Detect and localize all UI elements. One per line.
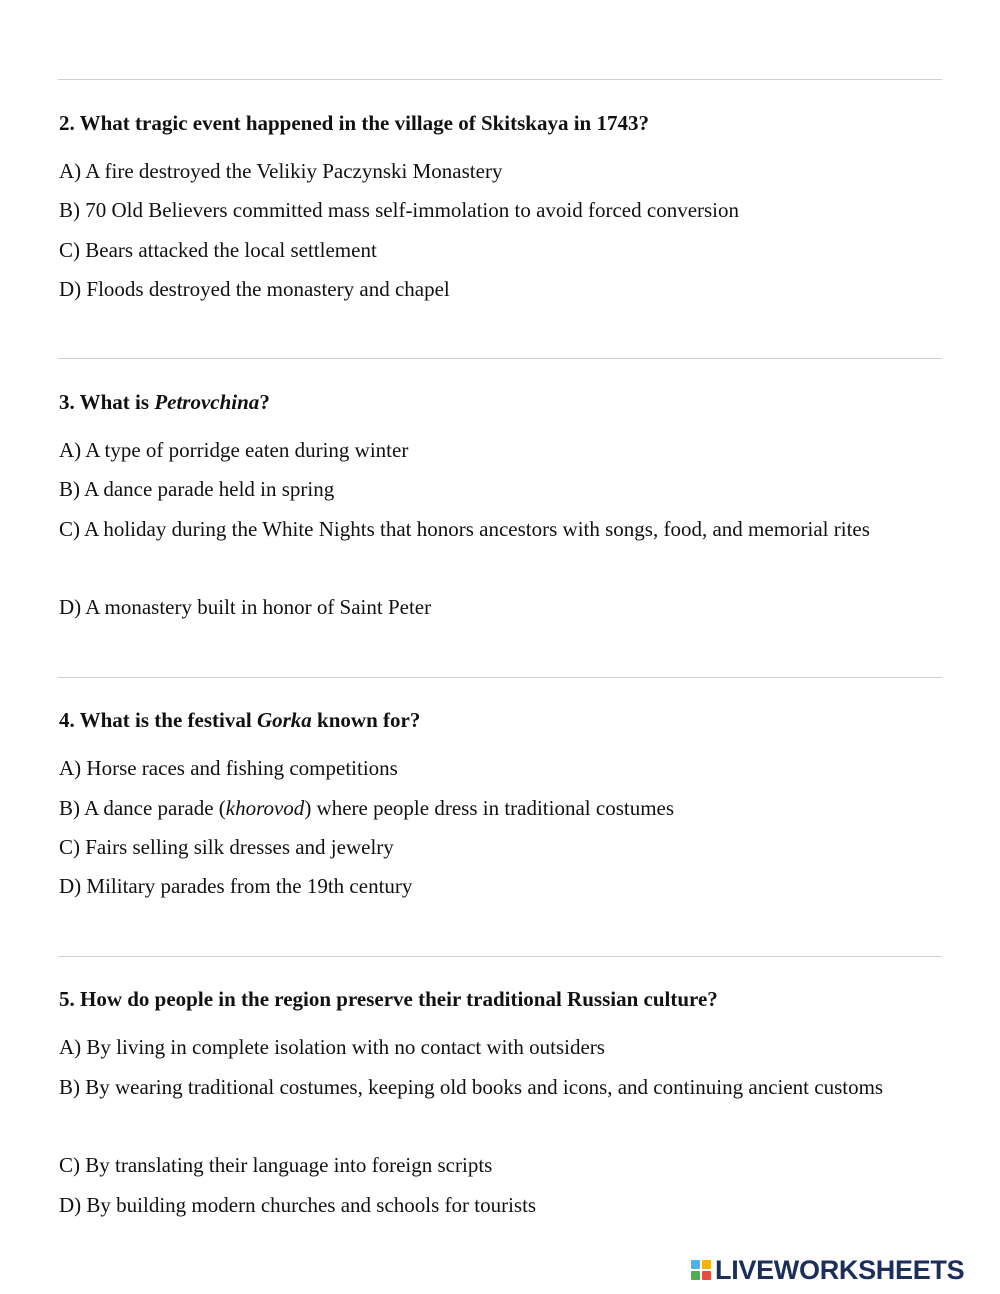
question-4-option-c[interactable]: C) Fairs selling silk dresses and jewelry: [59, 835, 394, 859]
question-4-term: Gorka: [256, 708, 312, 732]
question-4-text-after: known for?: [311, 708, 421, 732]
question-3-text-after: ?: [259, 390, 270, 414]
question-4-option-d[interactable]: D) Military parades from the 19th century: [59, 874, 413, 898]
question-3-option-b[interactable]: B) A dance parade held in spring: [59, 477, 335, 501]
question-3-text-before: 3. What is: [59, 390, 155, 414]
question-3-title: [59, 388, 939, 416]
question-3-option-a[interactable]: A) A type of porridge eaten during winter: [59, 438, 409, 462]
question-5-option-a[interactable]: A) By living in complete isolation with no contact with outsiders: [59, 1035, 605, 1059]
question-5-title: 5. How do people in the region preserve their traditional Russian culture?: [59, 987, 718, 1011]
question-5-option-d[interactable]: D) By building modern churches and schools for tourists: [59, 1193, 537, 1217]
divider: [58, 79, 942, 80]
logo-grid-square: [702, 1260, 711, 1269]
question-5-option-b[interactable]: B) By wearing traditional costumes, keeping old books and icons, and continuing ancient customs: [59, 1075, 884, 1099]
question-3-option-d[interactable]: D) A monastery built in honor of Saint Peter: [59, 595, 432, 619]
question-2-option-d[interactable]: D) Floods destroyed the monastery and chapel: [59, 277, 450, 301]
question-2-option-a[interactable]: A) A fire destroyed the Velikiy Paczynski Monastery: [59, 159, 503, 183]
question-4-option-b-after: ) where people dress in traditional costumes: [304, 796, 675, 820]
logo-grid-icon: [691, 1260, 711, 1280]
question-4-text-before: 4. What is the festival: [59, 708, 257, 732]
logo-grid-square: [691, 1260, 700, 1269]
question-4-option-a[interactable]: A) Horse races and fishing competitions: [59, 756, 398, 780]
question-2-option-c[interactable]: C) Bears attacked the local settlement: [59, 238, 377, 262]
question-4-option-b-before: B) A dance parade (: [59, 796, 226, 820]
divider: [58, 956, 942, 957]
logo-grid-square: [702, 1271, 711, 1280]
logo-text: LIVEWORKSHEETS: [715, 1255, 965, 1285]
divider: [58, 677, 942, 678]
question-4-title: [59, 706, 939, 734]
question-4-option-b-term: khorovod: [225, 796, 305, 820]
logo-grid-square: [691, 1271, 700, 1280]
question-3-term: Petrovchina: [154, 390, 260, 414]
question-2-title: 2. What tragic event happened in the village of Skitskaya in 1743?: [59, 111, 649, 135]
question-4-option-b[interactable]: [59, 789, 939, 829]
question-5-option-c[interactable]: C) By translating their language into foreign scripts: [59, 1153, 493, 1177]
question-2-option-b[interactable]: B) 70 Old Believers committed mass self-immolation to avoid forced conversion: [59, 198, 740, 222]
question-3-option-c[interactable]: C) A holiday during the White Nights that honors ancestors with songs, food, and memorial rites: [59, 517, 870, 541]
liveworksheets-logo: [691, 1255, 964, 1285]
divider: [58, 358, 942, 359]
